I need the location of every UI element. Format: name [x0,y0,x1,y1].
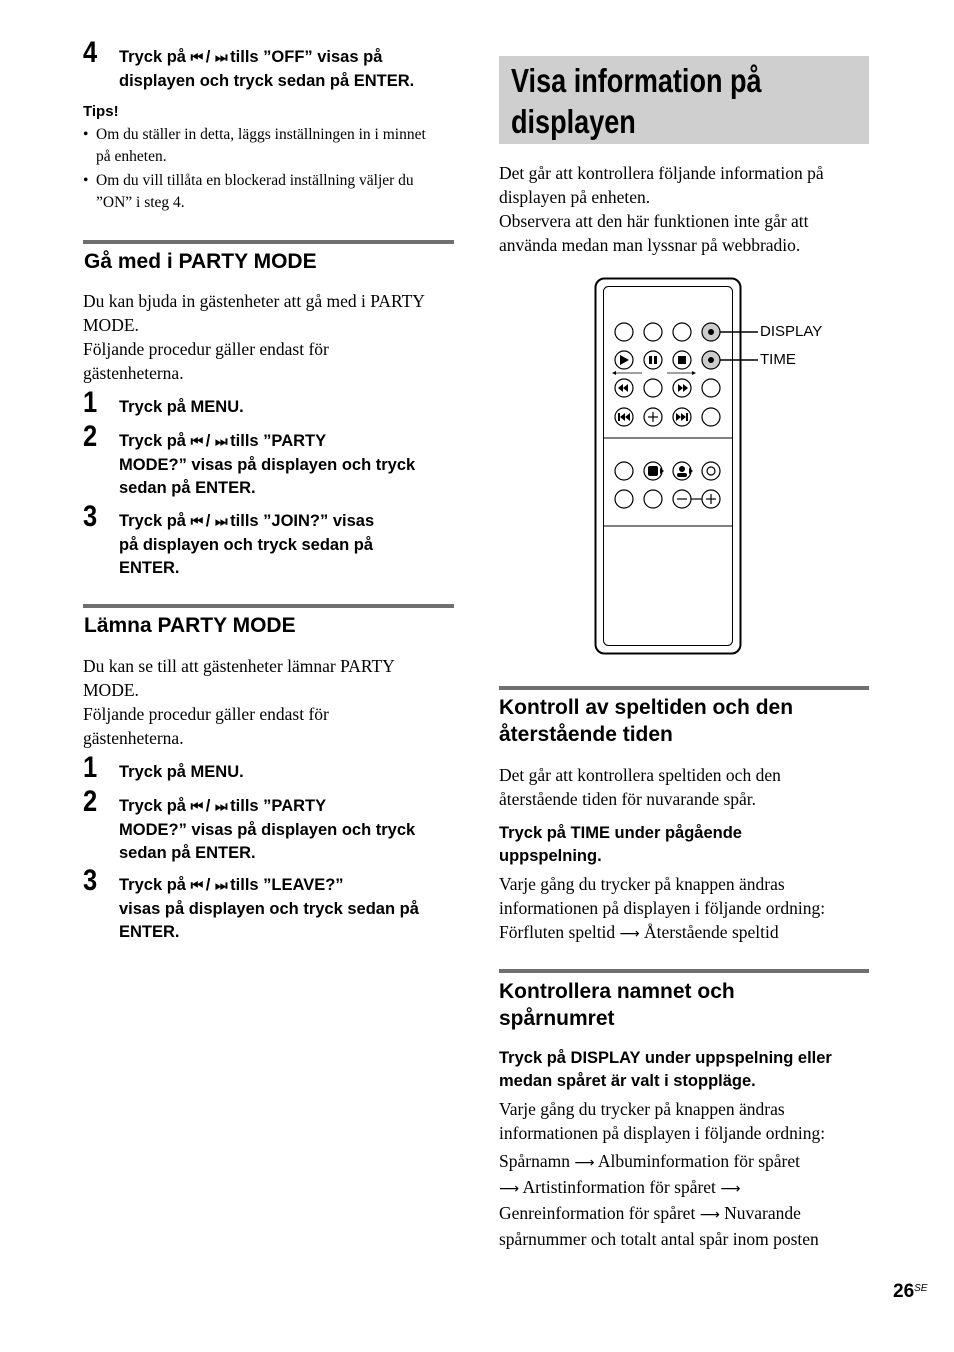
step-text [119,510,464,580]
remote-button [615,323,633,341]
pause-glyph [649,356,652,364]
bullet-icon: • [83,126,89,143]
sequence-line [499,1201,879,1227]
section-heading-leave: Lämna PARTY MODE [84,614,296,637]
next-track-icon: ⏭ [214,878,226,894]
next-track-icon: ⏭ [214,50,226,66]
step-text-post: tills ”LEAVE?” [230,876,344,894]
square-glyph [648,466,658,476]
section-rule [83,240,454,244]
separator: / [205,797,211,815]
step-text-line: på displayen och tryck sedan på [119,536,374,554]
section-heading-track-name [499,978,879,1032]
playtime-body [499,872,879,946]
instruction-line: uppspelning. [499,847,602,865]
step-text-line: MODE?” visas på displayen och tryck [119,821,416,839]
track-name-sequence [499,1149,879,1251]
sequence-item: Albuminformation för spåret [597,1151,801,1171]
tips-list [83,124,458,214]
step-text-line: sedan på ENTER. [119,479,256,497]
person-glyph [677,473,687,477]
paragraph-line: MODE. [83,315,139,335]
sequence-item: Förfluten speltid [499,922,616,942]
remote-button [615,462,633,480]
previous-track-icon: ⏮ [190,514,202,530]
step-text-post: tills ”PARTY [230,797,327,815]
tips-item-line: på enheten. [96,148,167,165]
button-dot [708,329,714,335]
separator: / [205,512,211,530]
sequence-line [499,1149,879,1175]
pause-button-icon [644,351,662,369]
remote-button [615,490,633,508]
arrow-right-icon: ⟶ [699,1207,720,1223]
page-number-suffix: SE [914,1283,928,1294]
time-label: TIME [760,351,796,368]
previous-track-icon: ⏮ [190,799,202,815]
remote-button [644,490,662,508]
stop-glyph [678,356,686,364]
step-text-line: visas på displayen och tryck sedan på [119,900,419,918]
section-heading-playtime [499,694,879,748]
tips-item [83,170,458,214]
separator: / [205,432,211,450]
step-text [119,874,464,944]
instruction-line: Tryck på DISPLAY under uppspelning eller [499,1049,832,1067]
track-name-instruction [499,1047,879,1093]
instruction-line: medan spåret är valt i stoppläge. [499,1072,756,1090]
paragraph-line: Det går att kontrollera speltiden och den [499,765,781,785]
step-text-post: tills ”JOIN?” visas [230,512,375,530]
step-text-line: sedan på ENTER. [119,844,256,862]
step-text-post: tills ”OFF” visas på [230,48,383,66]
step-number: 2 [83,420,98,453]
sequence-line [499,920,879,946]
step-text: Tryck på MENU. [119,763,244,781]
next-track-icon: ⏭ [214,799,226,815]
step-text-pre: Tryck på [119,797,186,815]
separator: / [205,876,211,894]
sequence-item: Genreinformation för spåret [499,1203,696,1223]
tips-item-line: Om du vill tillåta en blockerad inställning väljer du [96,172,414,189]
separator: / [205,48,211,66]
step-number: 4 [83,36,98,69]
prev-glyph [618,413,620,421]
tips-title: Tips! [83,103,119,120]
paragraph-line: återstående tiden för nuvarande spår. [499,789,757,809]
step-text-line: MODE?” visas på displayen och tryck [119,456,416,474]
paragraph-line: displayen på enheten. [499,187,651,207]
playtime-instruction [499,822,879,868]
step-4-text [119,46,464,93]
title-banner [499,56,869,144]
arrow-right-icon: ⟶ [574,1155,595,1171]
remote-button [702,408,720,426]
previous-track-icon: ⏮ [190,50,202,66]
sequence-item: Artistinformation för spåret [522,1177,716,1197]
remote-button [702,462,720,480]
previous-track-icon: ⏮ [190,434,202,450]
previous-track-icon: ⏮ [190,878,202,894]
paragraph-line: Följande procedur gäller endast för [83,704,329,724]
section-rule [499,686,869,690]
paragraph-line: Du kan bjuda in gästenheter att gå med i PARTY [83,291,425,311]
remote-button [673,323,691,341]
paragraph-line: gästenheterna. [83,363,184,383]
step-number: 1 [83,386,98,419]
tips-item-line: Om du ställer in detta, läggs inställningen in i minnet [96,126,426,143]
step-number: 3 [83,864,98,897]
arrow-right-icon: ⟶ [720,1181,741,1197]
sequence-item: Återstående speltid [644,922,779,942]
leave-paragraph [83,654,463,750]
paragraph-line: använda medan man lyssnar på webbradio. [499,235,801,255]
bullet-icon: • [83,172,89,189]
display-label: DISPLAY [760,323,823,340]
step-text-line: ENTER. [119,559,180,577]
tips-item [83,124,458,168]
sequence-line [499,1175,879,1201]
playtime-paragraph [499,763,879,811]
sequence-item: Spårnamn [499,1151,570,1171]
person-glyph [679,466,685,472]
page-title-line2: displayen [511,103,636,140]
step-text [119,430,464,500]
step-text-line: ENTER. [119,923,180,941]
step-text [119,795,464,865]
track-name-body [499,1097,879,1145]
remote-button [702,379,720,397]
tips-item-line: ”ON” i steg 4. [96,194,185,211]
button-dot [708,357,714,363]
paragraph-line: informationen på displayen i följande ordning: [499,1123,826,1143]
step-number: 3 [83,500,98,533]
step-text-pre: Tryck på [119,512,186,530]
arrow-right-icon: ⟶ [619,926,640,942]
section-rule [499,969,869,973]
paragraph-line: MODE. [83,680,139,700]
heading-line: återstående tiden [499,723,673,746]
step-text-pre: Tryck på [119,48,186,66]
paragraph-line: Följande procedur gäller endast för [83,339,329,359]
step-text-pre: Tryck på [119,432,186,450]
page-title-line1: Visa information på [511,62,762,99]
paragraph-line: Varje gång du trycker på knappen ändras [499,1099,785,1119]
paragraph-line: Det går att kontrollera följande information på [499,163,824,183]
section-rule [83,604,454,608]
remote-button [644,379,662,397]
heading-line: spårnumret [499,1007,615,1030]
step-text-line: displayen och tryck sedan på ENTER. [119,72,415,90]
next-track-icon: ⏭ [214,514,226,530]
paragraph-line: Observera att den här funktionen inte går att [499,211,809,231]
step-text: Tryck på MENU. [119,398,244,416]
heading-line: Kontrollera namnet och [499,980,735,1003]
heading-line: Kontroll av speltiden och den [499,696,794,719]
join-paragraph [83,289,463,385]
pause-glyph [654,356,657,364]
step-text-pre: Tryck på [119,876,186,894]
intro-paragraph [499,161,879,257]
sequence-line: spårnummer och totalt antal spår inom posten [499,1229,819,1249]
arrow-right-icon: ⟶ [499,1181,520,1197]
next-track-icon: ⏭ [214,434,226,450]
paragraph-line: Du kan se till att gästenheter lämnar PARTY [83,656,395,676]
page-number [893,1281,927,1303]
instruction-line: Tryck på TIME under pågående [499,824,742,842]
paragraph-line: Varje gång du trycker på knappen ändras [499,874,785,894]
page-number-value: 26 [893,1281,915,1302]
paragraph-line: gästenheterna. [83,728,184,748]
section-heading-join: Gå med i PARTY MODE [84,250,317,273]
remote-button [644,323,662,341]
step-number: 1 [83,751,98,784]
sequence-item: Nuvarande [724,1203,801,1223]
next-glyph [686,413,688,421]
step-number: 2 [83,785,98,818]
paragraph-line: informationen på displayen i följande ordning: [499,898,826,918]
step-text-post: tills ”PARTY [230,432,327,450]
